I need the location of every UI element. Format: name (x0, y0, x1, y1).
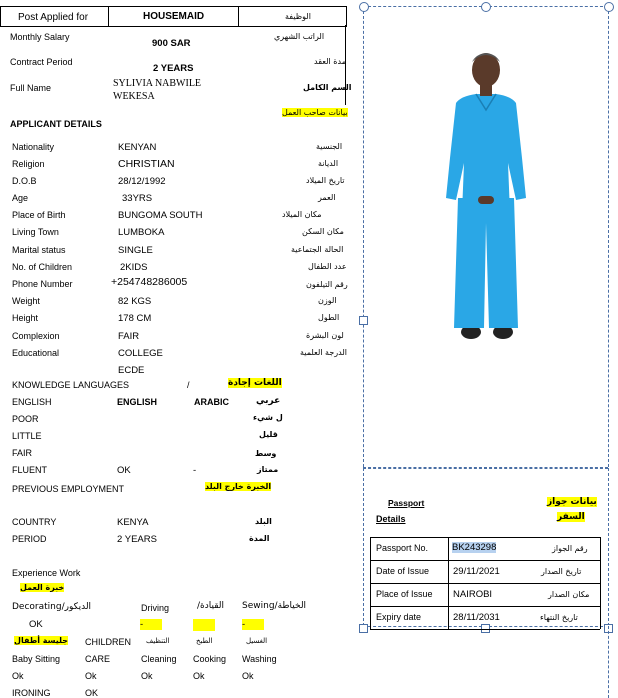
passport-block-top (363, 468, 608, 469)
level-poor-label: POOR (12, 414, 39, 424)
passport-title-ar-1: بيانات جواز (547, 497, 597, 507)
place-of-issue-label: Place of Issue (376, 589, 433, 599)
educational-ar: الدرجة العلمية (300, 348, 347, 357)
age-label: Age (12, 193, 29, 203)
place-of-issue-value: NAIROBI (453, 589, 493, 600)
date-of-issue-value: 29/11/2021 (453, 566, 500, 577)
experience-title: Experience Work (12, 568, 81, 578)
fluent-arabic-value: - (193, 465, 197, 476)
phone-number-label: Phone Number (12, 279, 73, 289)
passport-title-ar-2: السفر (557, 512, 585, 522)
level-little-label: LITTLE (12, 431, 42, 441)
date-of-issue-label: Date of Issue (376, 566, 430, 576)
cooking-ar: الطبخ (196, 637, 213, 645)
dob-value: 28/12/1992 (118, 176, 166, 187)
level-little-ar: قليل (259, 430, 278, 439)
dob-ar: تاريخ الميلاد (306, 176, 345, 185)
children-label: CHILDREN (85, 637, 132, 647)
expiry-date-ar: تاريخ النتهاء (540, 613, 578, 622)
monthly-salary-label: Monthly Salary (10, 32, 70, 42)
arabic-column-header: ARABIC (194, 397, 229, 407)
washing-ar: الغسيل (246, 637, 268, 645)
languages-title-ar: اللغات إجادة (228, 378, 282, 388)
country-ar: البلد (255, 517, 272, 526)
educational-value: COLLEGE (118, 348, 163, 359)
period-value: 2 YEARS (117, 534, 157, 545)
children-count-label: No. of Children (12, 262, 73, 272)
passport-details-title: Details (376, 514, 406, 524)
level-poor-ar: ل شيء (253, 413, 283, 422)
children-count-ar: عدد الطفال (308, 262, 347, 271)
dob-label: D.O.B (12, 176, 37, 186)
full-name-ar: السم الكامل (303, 83, 352, 92)
passport-no-label: Passport No. (376, 543, 429, 553)
period-label: PERIOD (12, 534, 47, 544)
level-fluent-label: FLUENT (12, 465, 48, 475)
cleaning-ar: التنظيف (146, 637, 170, 645)
marital-status-label: Marital status (12, 245, 66, 255)
full-name-label: Full Name (10, 83, 52, 93)
country-value: KENYA (117, 517, 149, 528)
employer-details-ar: بيانات صاحب العمل (282, 108, 348, 117)
driving-label: Driving (141, 603, 170, 613)
resize-handle-top-left[interactable] (359, 2, 369, 12)
height-label: Height (12, 313, 39, 323)
full-name-line-2: WEKESA (113, 91, 155, 102)
educational-value-extra: ECDE (118, 365, 145, 376)
nationality-ar: الجنسية (316, 142, 343, 151)
passport-no-value[interactable]: BK243298 (452, 542, 497, 553)
skill-care: CARE (85, 654, 111, 664)
post-applied-value: HOUSEMAID (143, 11, 205, 22)
complexion-value: FAIR (118, 331, 140, 342)
nationality-value: KENYAN (118, 142, 157, 153)
decorating-value: OK (29, 619, 43, 630)
ironing-value: OK (85, 688, 99, 698)
country-label: COUNTRY (12, 517, 57, 527)
applicant-photo (436, 48, 536, 344)
period-ar: المدة (249, 534, 270, 543)
driving-value: - (140, 619, 162, 630)
passport-no-ar: رقم الجواز (552, 544, 588, 553)
skill-babysitting-value: Ok (12, 671, 24, 681)
level-fair-ar: وسط (255, 449, 277, 458)
monthly-salary-ar: الراتب الشهري (274, 32, 325, 41)
full-name-line-1: SYLIVIA NABWILE (113, 78, 202, 89)
babysitting-ar: جليسة أطفال (14, 636, 69, 645)
passport-title: Passport (388, 498, 425, 508)
level-fluent-ar: ممتاز (257, 465, 279, 474)
previous-employment-title-ar: الخبرة خارج البلد (205, 482, 272, 491)
skill-cooking-value: Ok (193, 671, 205, 681)
skill-cooking: Cooking (193, 654, 227, 664)
passport-block-left (363, 468, 364, 626)
post-applied-label: Post Applied for (18, 12, 89, 23)
previous-employment-title: PREVIOUS EMPLOYMENT (12, 484, 125, 494)
languages-slash: / (187, 380, 190, 390)
passport-block-right (608, 468, 609, 626)
living-town-label: Living Town (12, 227, 59, 237)
sewing-label: Sewing/الخياطة (242, 601, 307, 611)
weight-ar: الوزن (318, 296, 337, 305)
skill-washing: Washing (242, 654, 277, 664)
fluent-english-value: OK (117, 465, 131, 476)
contract-period-ar: مدة العقد (314, 57, 346, 66)
age-ar: العمر (318, 193, 336, 202)
children-count-value: 2KIDS (120, 262, 148, 273)
complexion-ar: لون البشرة (306, 331, 344, 340)
place-of-issue-ar: مكان الصدار (548, 590, 590, 599)
age-value: 33YRS (122, 193, 153, 204)
place-of-birth-value: BUNGOMA SOUTH (118, 210, 203, 221)
phone-number-value: +254748286005 (111, 276, 188, 288)
post-applied-ar: الوظيفة (285, 12, 311, 21)
religion-value: CHRISTIAN (118, 158, 175, 170)
place-of-birth-ar: مكان الميلاد (282, 210, 322, 219)
skill-cleaning-value: Ok (141, 671, 153, 681)
weight-value: 82 KGS (118, 296, 152, 307)
date-of-issue-ar: تاريخ الصدار (541, 567, 582, 576)
monthly-salary-value: 900 SAR (152, 38, 191, 49)
religion-ar: الديانة (318, 159, 339, 168)
decorating-label: Decorating/الديكور (12, 602, 92, 612)
skill-cleaning: Cleaning (141, 654, 177, 664)
expiry-date-value: 28/11/2031 (453, 612, 500, 623)
skill-babysitting: Baby Sitting (12, 654, 61, 664)
driving-value-2 (193, 619, 215, 631)
educational-label: Educational (12, 348, 60, 358)
religion-label: Religion (12, 159, 45, 169)
resize-handle-mid-left[interactable] (359, 316, 368, 325)
english-row-label: ENGLISH (12, 397, 52, 407)
skill-care-value: Ok (85, 671, 97, 681)
applicant-details-title: APPLICANT DETAILS (10, 119, 102, 129)
complexion-label: Complexion (12, 331, 60, 341)
sewing-value: - (242, 619, 264, 630)
resize-handle-top-right[interactable] (604, 2, 614, 12)
experience-title-ar: خبرة العمل (20, 583, 65, 592)
weight-label: Weight (12, 296, 40, 306)
marital-status-value: SINGLE (118, 245, 153, 256)
arabic-column-header-ar: عربي (256, 396, 281, 406)
living-town-value: LUMBOKA (118, 227, 165, 238)
languages-title: KNOWLEDGE LANGUAGES (12, 380, 130, 390)
nationality-label: Nationality (12, 142, 55, 152)
passport-handle-mid-left[interactable] (359, 624, 368, 633)
resize-handle-top-center[interactable] (481, 2, 491, 12)
english-column-header: ENGLISH (117, 397, 158, 407)
phone-number-ar: رقم التيلفون (306, 280, 348, 289)
contract-period-value: 2 YEARS (153, 63, 194, 74)
expiry-date-label: Expiry date (376, 612, 422, 622)
marital-status-ar: الحالة الجتماعية (291, 245, 344, 254)
level-fair-label: FAIR (12, 448, 33, 458)
contract-period-label: Contract Period (10, 57, 73, 67)
height-ar: الطول (318, 313, 340, 322)
place-of-birth-label: Place of Birth (12, 210, 66, 220)
skill-washing-value: Ok (242, 671, 254, 681)
living-town-ar: مكان السكن (302, 227, 344, 236)
driving-ar: القيادة/ (197, 601, 225, 611)
ironing-label: IRONING (12, 688, 51, 698)
height-value: 178 CM (118, 313, 152, 324)
